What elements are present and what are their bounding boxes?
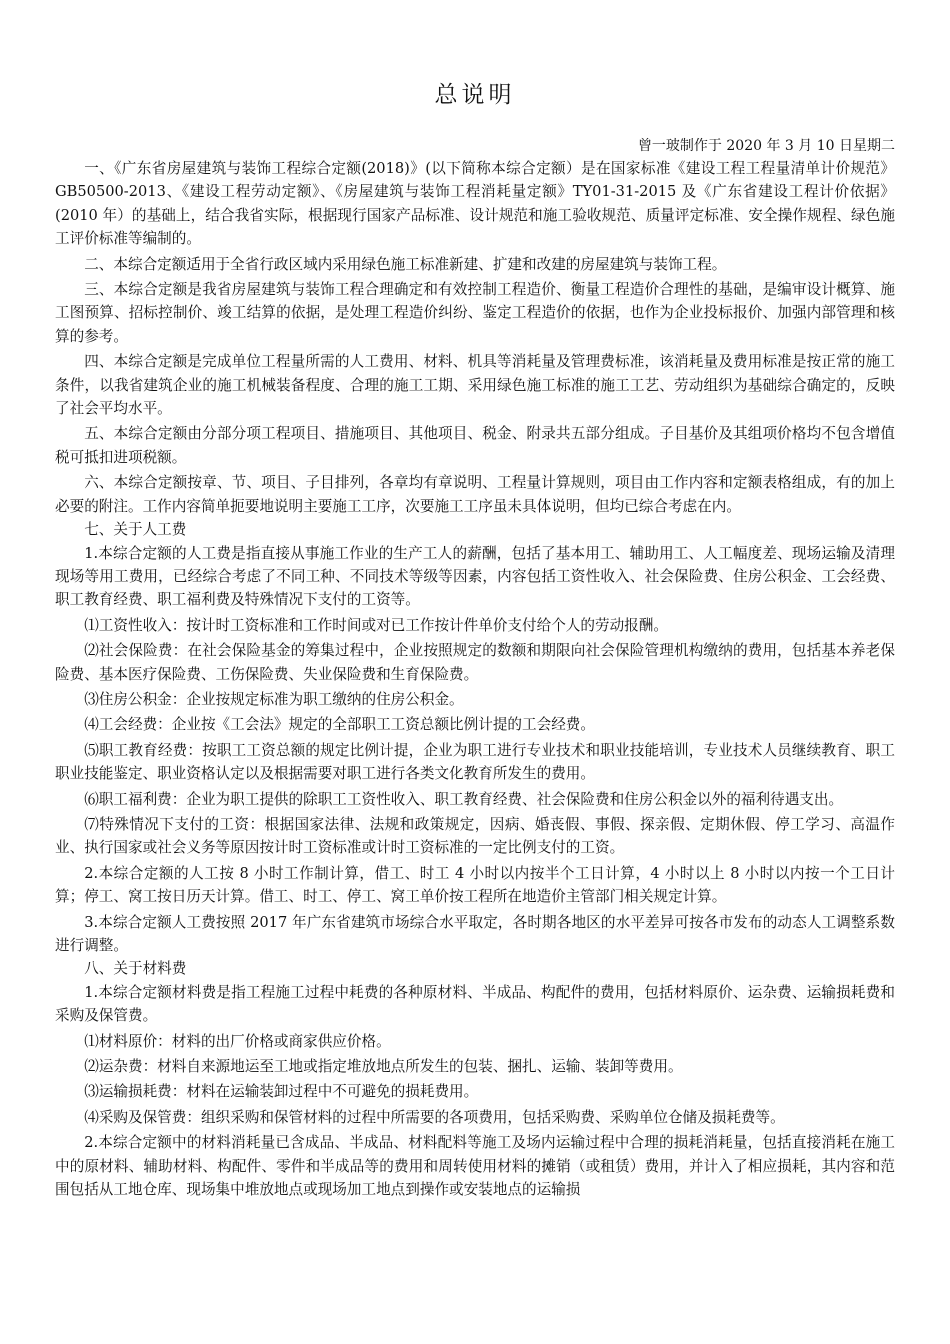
list-item-special-wage: ⑺特殊情况下支付的工资：根据国家法律、法规和政策规定，因病、婚丧假、事假、探亲假、定期休假、停工学习、高温作业、执行国家或社会义务等原因按计时工资标准或计时工资标准的一定比例支付的工资。 [55,815,895,857]
paragraph-1: 一、《广东省房屋建筑与装饰工程综合定额(2018)》(以下简称本综合定额）是在国家标准《建设工程工程量清单计价规范》GB50500-2013、《建设工程劳动定额》、《房屋建筑与装饰工程消耗量定额》TY01-31-2015 及《广东省建设工程计价依据》(2010 年）的基础上，结合我省实际，根据现行国家产品标准、设计规范和施工验收规范、质量评定标准、安全操作规程、绿色施工评价标准等编制的。 [55,160,895,248]
section-heading-labor: 七、关于人工费 [84,521,187,539]
paragraph-labor-2: 2.本综合定额的人工按 8 小时工作制计算，借工、时工 4 小时以内按半个工日计算，4 小时以上 8 小时以内按一个工日计算；停工、窝工按日历天计算。借工、时工、停工、窝工单价按工程所在地造价主管部门相关规定计算。 [55,864,895,906]
list-item-labor-wage: ⑴工资性收入：按计时工资标准和工作时间或对已工作按计件单价支付给个人的劳动报酬。 [84,616,668,634]
paragraph-4: 四、本综合定额是完成单位工程量所需的人工费用、材料、机具等消耗量及管理费标准，该消耗量及费用标准是按正常的施工条件，以我省建筑企业的施工机械装备程度、合理的施工工期、采用绿色施工标准的施工工艺、劳动组织为基础综合确定的，反映了社会平均水平。 [55,353,895,418]
list-item-housing-fund: ⑶住房公积金：企业按规定标准为职工缴纳的住房公积金。 [84,690,464,708]
document-body [55,157,895,1201]
paragraph-materials-1: 1.本综合定额材料费是指工程施工过程中耗费的各种原材料、半成品、构配件的费用，包括材料原价、运杂费、运输损耗费和采购及保管费。 [55,983,895,1025]
paragraph-materials-2: 2.本综合定额中的材料消耗量已含成品、半成品、材料配料等施工及场内运输过程中合理的损耗消耗量，包括直接消耗在施工中的原材料、辅助材料、构配件、零件和半成品等的费用和周转使用材料的摊销（或租赁）费用，并计入了相应损耗，其内容和范围包括从工地仓库、现场集中堆放地点或现场加工地点到操作或安装地点的运输损 [55,1134,895,1199]
list-item-transport-loss: ⑶运输损耗费：材料在运输装卸过程中不可避免的损耗费用。 [84,1083,479,1101]
paragraph-labor-3: 3.本综合定额人工费按照 2017 年广东省建筑市场综合水平取定，各时期各地区的水平差异可按各市发布的动态人工调整系数进行调整。 [55,913,895,954]
author-date-line: 曾一玻制作于 2020 年 3 月 10 日星期二 [637,138,895,154]
list-item-freight: ⑵运杂费：材料自来源地运至工地或指定堆放地点所发生的包装、捆扎、运输、装卸等费用。 [84,1058,683,1076]
list-item-social-insurance: ⑵社会保险费：在社会保险基金的筹集过程中，企业按照规定的数额和期限向社会保险管理机构缴纳的费用，包括基本养老保险费、基本医疗保险费、工伤保险费、失业保险费和生育保险费。 [55,642,895,683]
document-title: 总说明 [434,82,516,108]
list-item-education-fee: ⑸职工教育经费：按职工工资总额的规定比例计提，企业为职工进行专业技术和职业技能培训，专业技术人员继续教育、职工职业技能鉴定、职业资格认定以及根据需要对职工进行各类文化教育所发生的费用。 [55,741,895,783]
paragraph-3: 三、本综合定额是我省房屋建筑与装饰工程合理确定和有效控制工程造价、衡量工程造价合理性的基础，是编审设计概算、施工图预算、招标控制价、竣工结算的依据，是处理工程造价纠纷、鉴定工程造价的依据，也作为企业投标报价、加强内部管理和核算的参考。 [55,281,895,345]
paragraph-2: 二、本综合定额适用于全省行政区域内采用绿色施工标准新建、扩建和改建的房屋建筑与装饰工程。 [84,255,727,273]
section-heading-materials: 八、关于材料费 [84,960,187,978]
list-item-procurement: ⑷采购及保管费：组织采购和保管材料的过程中所需要的各项费用，包括采购费、采购单位仓储及损耗费等。 [84,1108,785,1126]
document-page [55,0,895,1201]
paragraph-5: 五、本综合定额由分部分项工程项目、措施项目、其他项目、税金、附录共五部分组成。子目基价及其组项价格均不包含增值税可抵扣进项税额。 [55,425,895,466]
paragraph-labor-1: 1.本综合定额的人工费是指直接从事施工作业的生产工人的薪酬，包括了基本用工、辅助用工、人工幅度差、现场运输及清理现场等用工费用，已经综合考虑了不同工种、不同技术等级等因素，内容包括工资性收入、社会保险费、住房公积金、工会经费、职工教育经费、职工福利费及特殊情况下支付的工资等。 [55,544,895,609]
list-item-material-price: ⑴材料原价：材料的出厂价格或商家供应价格。 [84,1032,391,1050]
paragraph-6: 六、本综合定额按章、节、项目、子目排列，各章均有章说明、工程量计算规则，项目由工作内容和定额表格组成，有的加上必要的附注。工作内容简单扼要地说明主要施工工序，次要施工工序虽未具体说明，但均已综合考虑在内。 [55,474,895,515]
list-item-welfare-fee: ⑹职工福利费：企业为职工提供的除职工工资性收入、职工教育经费、社会保险费和住房公积金以外的福利待遇支出。 [84,790,844,808]
list-item-union-fee: ⑷工会经费：企业按《工会法》规定的全部职工工资总额比例计提的工会经费。 [84,716,595,734]
